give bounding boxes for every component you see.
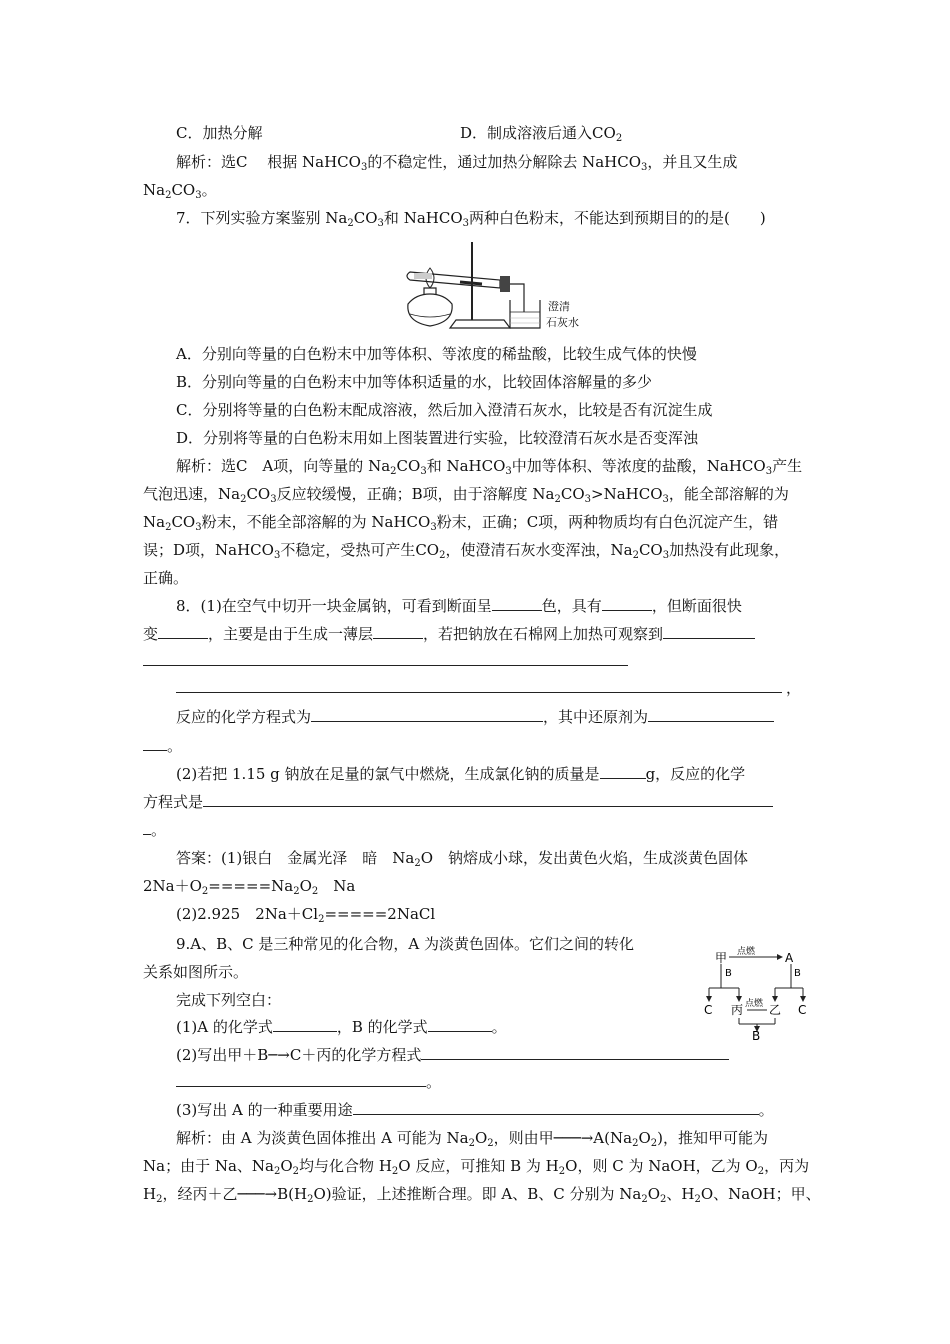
answer-rule[interactable]	[176, 692, 782, 693]
blank[interactable]	[311, 707, 543, 722]
q9-line4: (1)A 的化学式 ，B 的化学式 。	[176, 1018, 507, 1036]
heating-apparatus-figure	[400, 232, 590, 336]
q8-line5: 。	[143, 736, 182, 756]
label-b-left: B	[725, 968, 732, 979]
blank[interactable]	[602, 596, 652, 611]
q9-line3: 完成下列空白：	[176, 991, 282, 1009]
node-yi: 乙	[769, 1003, 782, 1017]
node-c-right: C	[798, 1003, 807, 1017]
q7-answer-line1: 解析：选C A项，向等量的 $Na_2CO_3$和 NaHCO$_3$中加等体积、等浓度的盐酸，NaHCO$_3$产生	[176, 457, 803, 477]
q7-option-d: D．分别将等量的白色粉末用如上图装置进行实验，比较澄清石灰水是否变浑浊	[176, 429, 699, 447]
blank[interactable]	[158, 624, 208, 639]
label-dianran-top: 点燃	[737, 947, 756, 957]
answer-rule[interactable]	[143, 665, 628, 666]
blank[interactable]	[273, 1017, 337, 1032]
label-b-right: B	[794, 968, 801, 979]
q9-line7: (3)写出 A 的一种重要用途 。	[176, 1101, 774, 1119]
blank[interactable]	[203, 792, 773, 807]
node-jia: 甲	[715, 951, 728, 965]
q8-line1: 8．(1)在空气中切开一块金属钠，可看到断面呈 色，具有 ，但断面很快	[176, 597, 742, 615]
q7-option-a: A．分别向等量的白色粉末中加等体积、等浓度的稀盐酸，比较生成气体的快慢	[176, 345, 697, 363]
q8-line4: 反应的化学方程式为 ，其中还原剂为	[176, 707, 774, 727]
conversion-diagram	[695, 940, 820, 1040]
q7-answer-line3: $Na_2CO_3$粉末，不能全部溶解的为 NaHCO$_3$粉末，正确；C项，两种物质均有白色沉淀产生，错	[143, 513, 779, 533]
blank[interactable]	[600, 764, 646, 779]
q9-answer-line2: Na；由于 Na、$Na_2O_2$均与化合物 $H_2O$ 反应，可推知 B 为 $H_2O$，则 C 为 NaOH，乙为 $O_2$，丙为	[143, 1157, 810, 1177]
blank[interactable]	[428, 1017, 492, 1032]
blank[interactable]	[176, 1072, 426, 1087]
q8-part2-line2: 方程式是	[143, 792, 773, 812]
q9-answer-line3: $H_2$，经丙＋乙$───\to B(H_2O)$验证，上述推断合理。即 A、B、C 分别为 $Na_2O_2$、$H_2O$、NaOH；甲、	[143, 1185, 821, 1205]
q8-part2-line1: (2)若把 1.15 g 钠放在足量的氯气中燃烧，生成氯化钠的质量是 g，反应的化学	[176, 765, 746, 783]
stopper	[500, 276, 510, 292]
node-bing: 丙	[731, 1003, 744, 1017]
blank[interactable]	[373, 624, 423, 639]
node-a: A	[785, 951, 794, 965]
q8-line3-end: ，	[786, 679, 802, 697]
q8-answer-line3: (2)2.925 $2Na+Cl_2=====2NaCl$	[176, 905, 436, 925]
q7-answer-line5: 正确。	[143, 569, 189, 587]
q7-answer-line2: 气泡迅速，$Na_2CO_3$反应较缓慢，正确；B项，由于溶解度 $Na_2CO_3>NaHCO_3$，能全部溶解的为	[143, 485, 789, 505]
q6-answer-line1: 解析：选C 根据 NaHCO$_3$的不稳定性，通过加热分解除去 NaHCO$_3$，并且又生成	[176, 153, 738, 173]
q8-answer-line2: $2Na+O_2=====Na_2O_2$ Na	[143, 877, 356, 897]
stand-base	[450, 320, 510, 328]
alcohol-lamp	[408, 294, 452, 326]
q6-option-d: D．制成溶液后通入$CO_2$	[460, 124, 623, 144]
q9-line2: 关系如图所示。	[143, 963, 249, 981]
delivery-tube	[510, 284, 524, 312]
node-b-bottom: B	[752, 1029, 761, 1040]
q9-line1: 9.A、B、C 是三种常见的化合物，A 为淡黄色固体。它们之间的转化	[176, 935, 635, 953]
blank[interactable]	[143, 820, 151, 835]
q9-line5: (2)写出甲＋B─→C＋丙的化学方程式	[176, 1045, 729, 1065]
label-dianran-bottom: 点燃	[745, 999, 764, 1009]
q8-line2: 变 ，主要是由于生成一薄层 ，若把钠放在石棉网上加热可观察到	[143, 624, 755, 644]
blank[interactable]	[421, 1045, 729, 1060]
q8-part2-line3: 。	[143, 820, 166, 840]
q9-answer-line1: 解析：由 A 为淡黄色固体推出 A 可能为 $Na_2O_2$，则由甲$───\to A(Na_2O_2)$，推知甲可能为	[176, 1129, 768, 1149]
q6-answer-line2: $Na_2CO_3$。	[143, 181, 217, 201]
q7-answer-line4: 误；D项，NaHCO$_3$不稳定，受热可产生$CO_2$，使澄清石灰水变浑浊，$Na_2CO_3$加热没有此现象，	[143, 541, 790, 561]
node-c-left: C	[704, 1003, 713, 1017]
figure-label-2: 石灰水	[546, 316, 579, 329]
q9-line6: 。	[176, 1072, 441, 1092]
blank[interactable]	[143, 736, 167, 751]
blank[interactable]	[648, 707, 774, 722]
beaker	[510, 300, 540, 328]
blank[interactable]	[663, 624, 755, 639]
q6-option-c: C．加热分解	[176, 124, 263, 142]
q7-stem: 7．下列实验方案鉴别 $Na_2CO_3$和 NaHCO$_3$两种白色粉末，不能达到预期目的的是( )	[176, 209, 766, 229]
q7-option-b: B．分别向等量的白色粉末中加等体积适量的水，比较固体溶解量的多少	[176, 373, 653, 391]
figure-label-1: 澄清	[548, 300, 570, 313]
q7-option-c: C．分别将等量的白色粉末配成溶液，然后加入澄清石灰水，比较是否有沉淀生成	[176, 401, 713, 419]
q8-answer-line1: 答案：(1)银白 金属光泽 暗 $Na_2O$ 钠熔成小球，发出黄色火焰，生成淡黄色固体	[176, 849, 749, 869]
blank[interactable]	[353, 1100, 759, 1115]
blank[interactable]	[492, 596, 542, 611]
